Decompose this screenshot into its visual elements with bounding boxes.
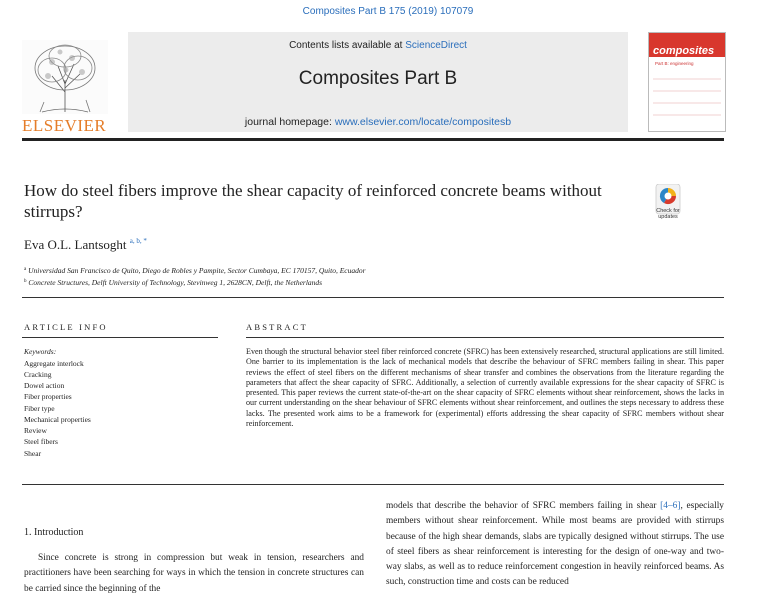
- article-info-rule: [22, 337, 218, 338]
- abstract-rule: [246, 337, 724, 338]
- abstract-text: Even though the structural behavior steel fiber reinforced concrete (SFRC) has been extensively researched, structural applications are still limited. One barrier to its implementation is the lack of mechanical models that describe the behaviour of SFRC members failing in shear. This paper reviews the effect of steel fibers on the different mechanisms of shear transfer and combines the observations from the literature regarding the parameters that affect the shear capacity of SFRC. Additionally, a selection of currently available expressions for the shear capacity of SFRC is presented. This paper reviews the current state-of-the-art on the shear capacity of SFRC elements without shear reinforcement, shows the lacks in our current understanding on the shear behaviour of SFRC elements without shear reinforcement, and outlines the steps necessary to address these lacks. The presented work aims to be a framework for (experimental) efforts addressing the shear capacity of SFRC members without shear reinforcement.: [246, 347, 724, 429]
- affiliation-a: [24, 266, 366, 275]
- paper-title: How do steel fibers improve the shear capacity of reinforced concrete beams without stirrups?: [24, 181, 602, 221]
- keyword-item: Shear: [24, 449, 42, 458]
- header-rule: [22, 138, 724, 141]
- introduction-heading: 1. Introduction: [24, 527, 84, 538]
- affiliation-b: [24, 278, 322, 287]
- reference-link[interactable]: [4–6]: [660, 501, 681, 511]
- check-line-2: updates: [658, 214, 678, 220]
- affiliation-mark: a: [24, 267, 27, 272]
- right-text-before-ref: models that describe the behavior of SFRC members failing in shear: [386, 501, 661, 511]
- author-name[interactable]: Eva O.L. Lantsoght: [24, 237, 127, 252]
- keywords-label: Keywords:: [24, 347, 57, 356]
- elsevier-wordmark[interactable]: ELSEVIER: [22, 116, 107, 135]
- affiliation-mark: b: [24, 279, 27, 284]
- affiliation-text: Universidad San Francisco de Quito, Diego de Robles y Pampite, Sector Cumbaya, EC 170157, Quito, Ecuador: [28, 266, 366, 275]
- contents-line: [128, 40, 628, 51]
- check-line-1: Check for: [656, 208, 680, 214]
- keyword-item: Fiber properties: [24, 392, 72, 401]
- left-column-text: Since concrete is strong in compression but weak in tension, researchers and practitioners have been searching for ways in which the tension in concrete structures can be carried since the beginning of the: [24, 553, 364, 594]
- author-affiliation-marks[interactable]: a, b, *: [129, 237, 147, 245]
- abstract-heading: ABSTRACT: [246, 322, 308, 332]
- journal-homepage-line: [128, 116, 628, 128]
- journal-homepage-link[interactable]: www.elsevier.com/locate/compositesb: [334, 116, 512, 128]
- check-for-updates-label[interactable]: [646, 208, 690, 220]
- article-info-heading: ARTICLE INFO: [24, 322, 108, 332]
- journal-title: Composites Part B: [298, 68, 458, 89]
- cover-subtitle: Part B: engineering: [655, 61, 694, 66]
- keyword-item: Review: [24, 426, 47, 435]
- homepage-prefix: journal homepage:: [244, 116, 335, 128]
- keyword-item: Fiber type: [24, 404, 55, 413]
- keyword-item: Cracking: [24, 370, 52, 379]
- contents-prefix: Contents lists available at: [289, 40, 406, 51]
- sciencedirect-link[interactable]: ScienceDirect: [405, 40, 467, 51]
- journal-cover-thumbnail[interactable]: [648, 32, 726, 132]
- keyword-item: Steel fibers: [24, 437, 58, 446]
- affiliation-text: Concrete Structures, Delft University of Technology, Stevinweg 1, 2628CN, Delft, the Netherlands: [28, 278, 323, 287]
- journal-citation[interactable]: Composites Part B 175 (2019) 107079: [302, 6, 474, 17]
- abstract-end-rule: [22, 484, 724, 485]
- cover-grid-graphic: [653, 71, 721, 127]
- author-line: [24, 237, 147, 253]
- affiliation-rule: [22, 297, 724, 298]
- keyword-item: Mechanical properties: [24, 415, 91, 424]
- body-paragraph-right: [386, 499, 724, 591]
- cover-title: composites: [653, 45, 715, 57]
- keyword-item: Dowel action: [24, 381, 65, 390]
- introduction-paragraph-left: [24, 551, 364, 597]
- right-text-after-ref: , especially members without shear reinforcement. While most beams are provided with stirrups because of the high shear demands, slabs are typically designed without stirrups. The use of steel fibers as shear reinforcement is interesting for the design of one-way and two-way slabs, as well as to reduce reinforcement congestion in heavily reinforced beams. As such, construction time and costs can be reduced: [386, 501, 724, 588]
- keyword-item: Aggregate interlock: [24, 359, 84, 368]
